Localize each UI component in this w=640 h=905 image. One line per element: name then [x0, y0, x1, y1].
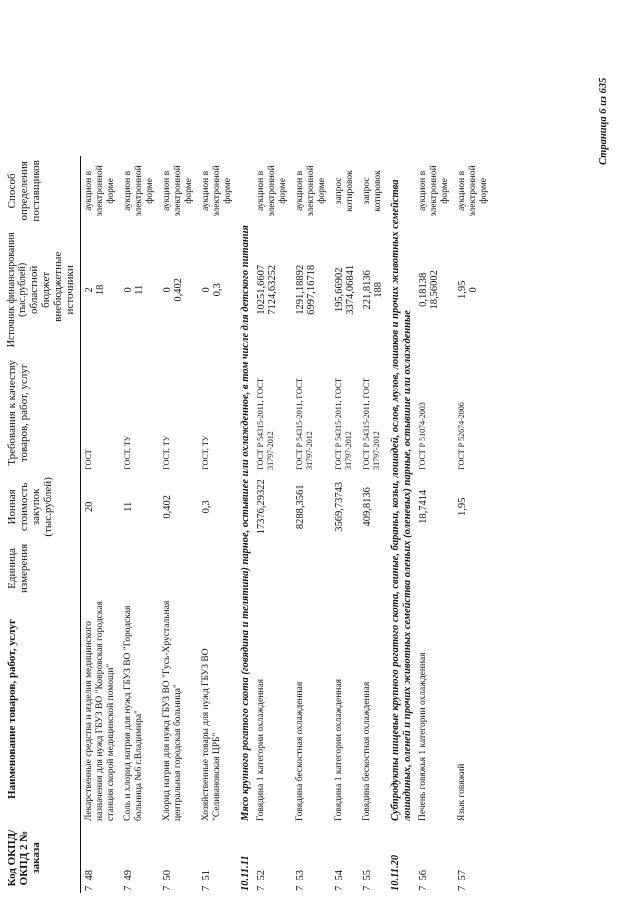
row-code [81, 823, 121, 893]
row-code [454, 823, 493, 893]
table-row [253, 156, 292, 893]
row-financing [81, 226, 121, 354]
row-code [415, 823, 454, 893]
row-source-extra: 0 [468, 287, 479, 293]
row-source-regional: 0 [123, 287, 134, 293]
row-number: 51 [201, 870, 212, 881]
row-source-regional: 1,95 [457, 280, 468, 300]
row-financing [198, 226, 237, 354]
header-source-regional: областной бюджет [28, 265, 52, 314]
table-body [81, 156, 494, 893]
section-title: Субпродукты пищевые крупного рогатого скота, свиные, бараньи, козьи, лошадей, ослов, мулов, лошаков и прочих животных семейства лошадиных, оленей и прочих животных семейства оленьих (оленевых) парные, остывшие или охлажденные [390, 179, 413, 821]
row-code [331, 823, 359, 893]
row-code [292, 823, 331, 893]
row-cost: 409,8136 [362, 487, 373, 527]
row-code [359, 823, 387, 893]
row-unit [415, 542, 454, 595]
row-code-prefix: 7 [334, 885, 345, 891]
row-method: аукцион в электронной форме [123, 165, 155, 217]
row-method: запрос котировок [362, 170, 383, 212]
row-number: 50 [162, 870, 173, 881]
row-requirements: ГОСТ, ТУ [201, 435, 210, 470]
row-number: 53 [295, 870, 306, 881]
row-requirements: ГОСТ Р 54315-2011, ГОСТ 31797-2012 [256, 377, 275, 470]
header-unit: Единица измерения [0, 542, 81, 595]
row-name: Говядина бескостная охлажденная [362, 681, 372, 821]
row-unit [292, 542, 331, 595]
row-code-prefix: 7 [256, 885, 267, 891]
row-code [253, 823, 292, 893]
header-source-title: Источник финансирования (тыс.рублей) [6, 232, 28, 348]
row-method: аукцион в электронной форме [256, 165, 288, 217]
row-number: 48 [84, 870, 95, 881]
row-financing [120, 226, 159, 354]
row-method: запрос котировок [334, 170, 355, 212]
table-row [454, 156, 493, 893]
header-name: Наименование товаров, работ, услуг [0, 595, 81, 823]
row-source-extra: 11 [134, 284, 145, 295]
row-cost: 17376,29322 [256, 479, 267, 535]
row-source-regional: 195,66902 [334, 267, 345, 313]
table-row [198, 156, 237, 893]
header-source [0, 226, 81, 354]
row-source-regional: 2 [84, 287, 95, 293]
header-cost: Ионная стоимость закупок (тыс.рублей) [0, 472, 81, 542]
table-row [415, 156, 454, 893]
row-method: аукцион в электронной форме [457, 165, 489, 217]
row-source-extra: 188 [373, 281, 384, 298]
row-cost: 8288,3561 [295, 484, 306, 530]
row-financing [331, 226, 359, 354]
row-source-regional: 10251,6607 [256, 264, 267, 315]
section-row [387, 156, 415, 893]
row-name: Говядина бескостная охлажденная [295, 681, 305, 821]
row-code-prefix: 7 [457, 885, 468, 891]
procurement-table [0, 156, 493, 893]
row-cost: 11 [123, 501, 134, 512]
row-requirements: ГОСТ Р 54315-2011, ГОСТ 31797-2012 [295, 377, 314, 470]
row-source-extra: 6997,16718 [306, 264, 317, 315]
row-unit [198, 542, 237, 595]
row-code-prefix: 7 [201, 885, 212, 891]
table-row [292, 156, 331, 893]
row-code-prefix: 7 [362, 885, 373, 891]
row-source-regional: 0 [201, 287, 212, 293]
row-requirements: ГОСТ Р 54315-2011, ГОСТ 31797-2012 [362, 377, 381, 470]
row-financing [292, 226, 331, 354]
row-method: аукцион в электронной форме [418, 165, 450, 217]
row-requirements: ГОСТ Р 52674-2006 [457, 402, 466, 470]
row-unit [454, 542, 493, 595]
row-financing [415, 226, 454, 354]
row-name: Язык говяжий [457, 763, 467, 821]
table-row [159, 156, 198, 893]
table-row [331, 156, 359, 893]
row-source-regional: 0,18138 [418, 272, 429, 307]
row-source-regional: 0 [162, 287, 173, 293]
row-financing [359, 226, 387, 354]
row-number: 49 [123, 870, 134, 881]
header-code: Код ОКПД/ ОКПД 2 № заказа [0, 823, 81, 893]
row-unit [359, 542, 387, 595]
row-cost: 0,3 [201, 500, 212, 514]
row-requirements: ГОСТ, ТУ [123, 435, 132, 470]
section-code: 10.11.20 [390, 854, 401, 891]
row-unit [81, 542, 121, 595]
row-code-prefix: 7 [162, 885, 173, 891]
row-name: Говядина 1 категории охлажденная [334, 679, 344, 821]
row-source-regional: 221,8136 [362, 270, 373, 310]
row-requirements: ГОСТ Р 54315-2011, ГОСТ 31797-2012 [334, 377, 353, 470]
row-method: аукцион в электронной форме [84, 165, 116, 217]
row-name: Говядина 1 категории охлажденная [256, 679, 266, 821]
row-source-extra: 0,3 [212, 283, 223, 297]
row-number: 56 [418, 870, 429, 881]
row-source-extra: 18 [95, 284, 106, 296]
header-method: Способ определения поставщиков [0, 156, 81, 226]
table-row [359, 156, 387, 893]
row-source-regional: 1291,18892 [295, 264, 306, 315]
row-source-extra: 7124,63252 [267, 264, 278, 315]
row-unit [331, 542, 359, 595]
row-requirements: ГОСТ, ТУ [162, 435, 171, 470]
row-financing [253, 226, 292, 354]
row-number: 55 [362, 870, 373, 881]
table-header-row [0, 156, 81, 893]
row-unit [159, 542, 198, 595]
row-cost: 1,95 [457, 497, 468, 517]
row-code [120, 823, 159, 893]
row-number: 52 [256, 870, 267, 881]
row-name: Печень говяжья 1 категории охлажденная [418, 652, 428, 821]
row-code-prefix: 7 [84, 885, 95, 891]
row-cost: 0,402 [162, 495, 173, 519]
page-footer: Страница 6 из 635 [598, 77, 609, 165]
row-financing [159, 226, 198, 354]
row-unit [253, 542, 292, 595]
row-code-prefix: 7 [123, 885, 134, 891]
row-source-extra: 3374,06841 [345, 264, 356, 315]
row-name: Лекарственные средства и изделия медицинского назначения для нужд ГБУЗ ВО "Ковровская городская станция скорой медицинской помощи" [84, 601, 116, 821]
row-unit [120, 542, 159, 595]
table-row [81, 156, 121, 893]
row-code-prefix: 7 [295, 885, 306, 891]
row-cost: 3569,73743 [334, 481, 345, 532]
header-source-extra: внебюджетные источники [52, 251, 76, 322]
row-financing [454, 226, 493, 354]
row-method: аукцион в электронной форме [162, 165, 194, 217]
row-name: Хлорид натрия для нужд ГБУЗ ВО "Гусь-Хрустальная центральная городская больница" [162, 600, 183, 821]
section-title: Мясо крупного рогатого скота (говядина и телятина) парное, остывшее или охлажденное, в том числе для детского питания [240, 225, 251, 821]
row-code-prefix: 7 [418, 885, 429, 891]
row-name: Соль и хлорид натрия для нужд ГБУЗ ВО "Городская больница №6 г.Владимира" [123, 605, 144, 821]
table-row [120, 156, 159, 893]
row-requirements: ГОСТ Р 51074-2003 [418, 402, 427, 470]
row-code [159, 823, 198, 893]
row-method: аукцион в электронной форме [201, 165, 233, 217]
row-requirements: ГОСТ [84, 449, 93, 470]
header-requirements: Требования к качеству товаров, работ, услуг [0, 354, 81, 472]
row-cost: 20 [84, 501, 95, 513]
row-cost: 18,7414 [418, 489, 429, 524]
section-row [237, 156, 253, 893]
row-code [198, 823, 237, 893]
row-source-extra: 0,402 [173, 278, 184, 302]
row-source-extra: 18,56002 [429, 270, 440, 310]
row-name: Хозяйственные товары для нужд ГБУЗ ВО "Селивановская ЦРБ" [201, 648, 222, 821]
row-number: 57 [457, 870, 468, 881]
row-method: аукцион в электронной форме [295, 165, 327, 217]
row-number: 54 [334, 870, 345, 881]
section-code: 10.11.11 [240, 855, 251, 891]
